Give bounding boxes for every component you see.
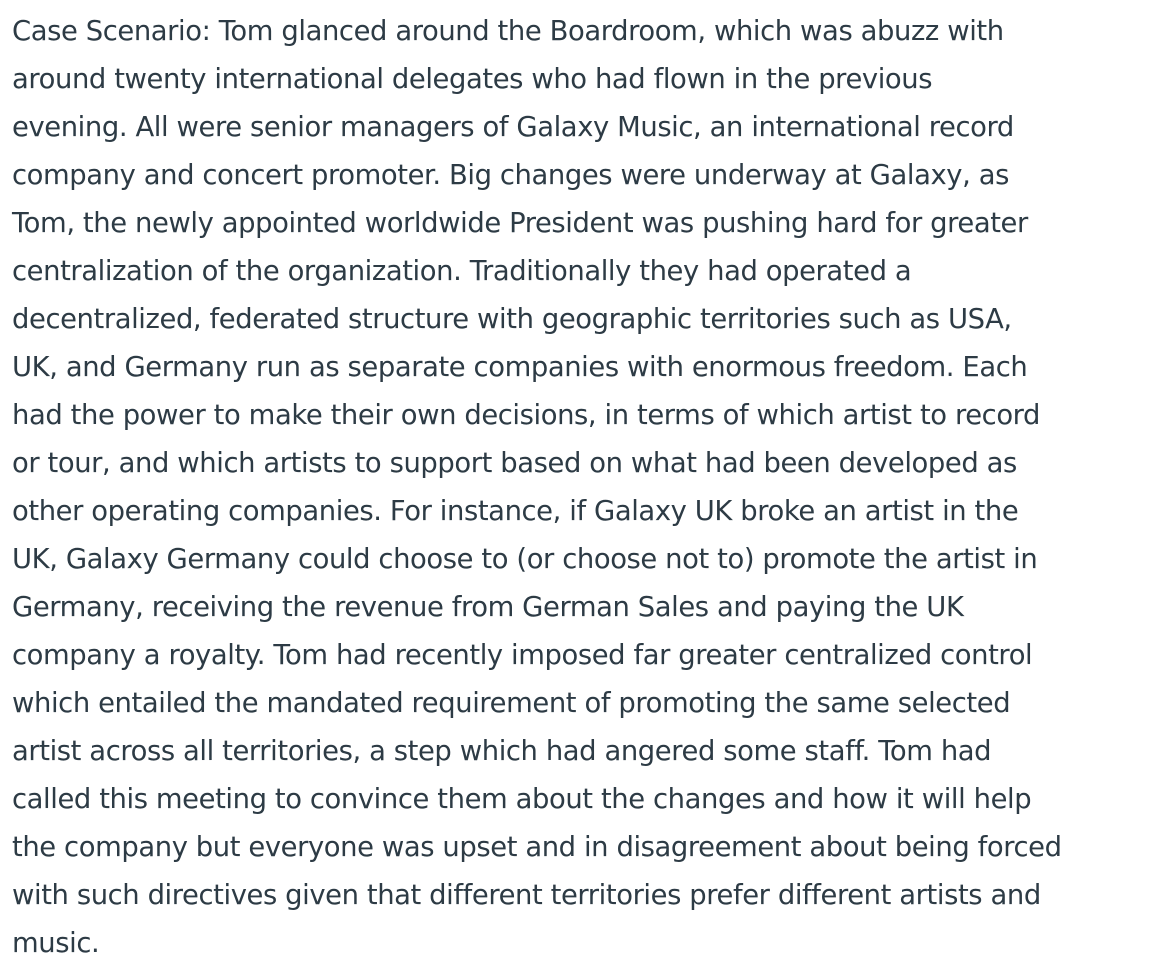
case-scenario-paragraph: Case Scenario: Tom glanced around the Boardroom, which was abuzz with around twenty international delegates who had flown in the previous evening. All were senior managers of Galaxy Music, an international record company and concert promoter. Big changes were underway at Galaxy, as Tom, the newly appointed worldwide President was pushing hard for greater centralization of the organization. Traditionally they had operated a decentralized, federated structure with geographic territories such as USA, UK, and Germany run as separate companies with enormous freedom. Each had the power to make their own decisions, in terms of which artist to record or tour, and which artists to support based on what had been developed as other operating companies. For instance, if Galaxy UK broke an artist in the UK, Galaxy Germany could choose to (or choose not to) promote the artist in Germany, receiving the revenue from German Sales and paying the UK company a royalty. Tom had recently imposed far greater centralized control which entailed the mandated requirement of promoting the same selected artist across all territories, a step which had angered some staff. Tom had called this meeting to convince them about the changes and how it will help the company but everyone was upset and in disagreement about being forced with such directives given that different territories prefer different artists and music. bbox=[12, 16, 1062, 959]
